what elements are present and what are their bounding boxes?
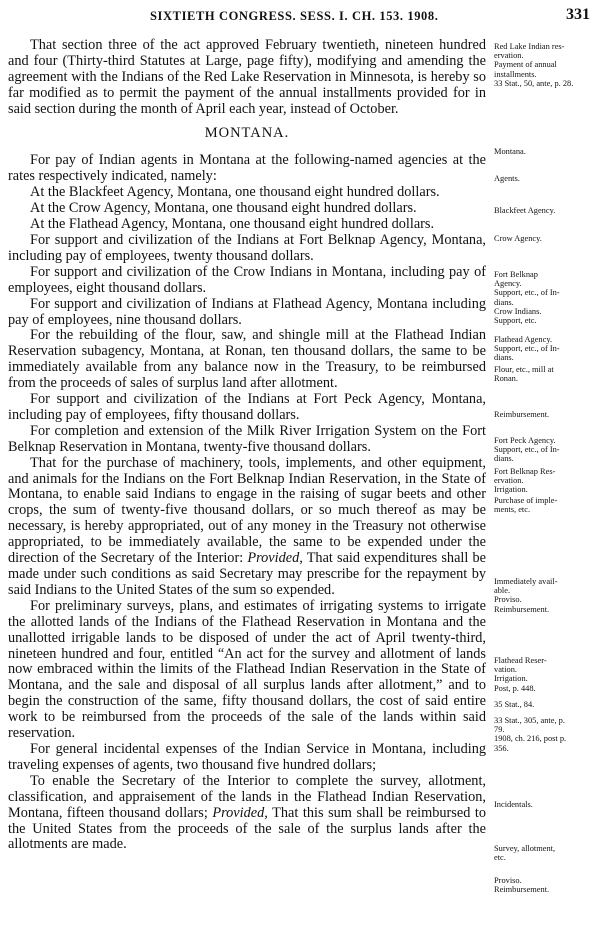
paragraph <box>8 201 486 217</box>
paragraph-text: For support and civilization of Indians at Flathead Agency, Montana including pay of employees, nine thousand dollars. <box>8 295 486 328</box>
margin-note <box>494 335 596 363</box>
margin-note <box>494 467 596 495</box>
proviso-word: Provided, <box>212 804 268 821</box>
margin-note-line: Payment of annual <box>494 60 557 70</box>
margin-note <box>494 844 596 862</box>
margin-note <box>494 436 596 464</box>
margin-note <box>494 800 596 809</box>
margin-note-line: Proviso. <box>494 595 522 605</box>
proviso-word: Provided, <box>247 550 303 567</box>
margin-note-line: vation. <box>494 665 518 675</box>
paragraph <box>8 217 486 233</box>
margin-note-line: Support, etc., of In- <box>494 445 560 455</box>
paragraph <box>8 233 486 265</box>
margin-note <box>494 410 596 419</box>
margin-note-line: Irrigation. <box>494 485 528 495</box>
margin-note <box>494 307 596 325</box>
paragraph-text: At the Flathead Agency, Montana, one thousand eight hundred dollars. <box>30 216 435 233</box>
margin-note-line: dians. <box>494 454 514 464</box>
paragraph-text-continued: That this sum shall be reimbursed to the United States from the proceeds of the sale of the surplus lands after the allotments are made. <box>8 804 487 853</box>
margin-note <box>494 147 596 156</box>
margin-note-line: 79. <box>494 725 505 735</box>
paragraph-text: That for the purchase of machinery, tools, implements, and other equipment, and animals for the Indians on the Fort Belknap Indian Reservation, in the State of Montana, to enable said Indians to engage in the raising of sugar beets and other crops, the sum of twenty-five thousand dollars, or so much thereof as may be necessary, is hereby appropriated, out of any money in the Treasury not otherwise appropriated, to be immediately available, the same to be expended under the direction of the Secretary of the Interior: <box>8 454 486 567</box>
margin-note <box>494 365 596 383</box>
paragraph-text: For support and civilization of the Crow Indians in Montana, including pay of employees, eight thousand dollars. <box>8 263 486 296</box>
margin-note-line: 33 Stat., 305, ante, p. <box>494 716 565 725</box>
paragraph <box>8 742 486 774</box>
margin-note <box>494 206 596 215</box>
paragraph <box>8 456 486 599</box>
paragraph <box>8 185 486 201</box>
margin-note-line: Flathead Agency. <box>494 335 553 344</box>
margin-note-line: Reimbursement. <box>494 410 550 419</box>
paragraph-text: At the Crow Agency, Montana, one thousand eight hundred dollars. <box>30 200 417 217</box>
margin-note-line: Flathead Reser- <box>494 656 547 665</box>
section-heading <box>8 126 486 142</box>
margin-note-line: Blackfeet Agency. <box>494 206 556 215</box>
margin-note-line: Support, etc., of In- <box>494 344 560 354</box>
margin-note-line: Agency. <box>494 279 522 289</box>
margin-note <box>494 234 596 243</box>
paragraph <box>8 38 486 118</box>
margin-note-line: dians. <box>494 353 514 363</box>
margin-note <box>494 876 596 894</box>
main-text <box>8 38 486 853</box>
paragraph-text: For pay of Indian agents in Montana at the following-named agencies at the rates respectively indicated, namely: <box>8 152 486 185</box>
margin-note-line: Fort Belknap Res- <box>494 467 556 476</box>
margin-note-line: Red Lake Indian res- <box>494 42 565 51</box>
margin-note-line: Support, etc., of In- <box>494 288 560 298</box>
margin-note <box>494 656 596 693</box>
margin-note-line: Reimbursement. <box>494 604 550 614</box>
margin-note-line: Survey, allotment, <box>494 844 556 853</box>
paragraph <box>8 297 486 329</box>
running-head: SIXTIETH CONGRESS. SESS. I. CH. 153. 1908. <box>150 9 439 23</box>
margin-note <box>494 577 596 614</box>
paragraph-text: For support and civilization of the Indians at Fort Belknap Agency, Montana, including pay of employees, twenty thousand dollars. <box>8 231 486 264</box>
paragraph-text: For completion and extension of the Milk River Irrigation System on the Fort Belknap Reservation in Montana, twenty-five thousand dollars. <box>8 422 486 455</box>
paragraph-text: To enable the Secretary of the Interior to complete the survey, allotment, classification, and appraisement of the lands in the Flathead Indian Reservation, Montana, fifteen thousand dollars; <box>8 772 486 821</box>
margin-note <box>494 270 596 307</box>
margin-note <box>494 42 596 88</box>
margin-note <box>494 174 596 183</box>
margin-note <box>494 700 596 709</box>
margin-note-line: dians. <box>494 297 514 307</box>
margin-note-line: Fort Belknap <box>494 270 538 279</box>
margin-note-line: etc. <box>494 853 506 863</box>
margin-note-line: Incidentals. <box>494 800 533 809</box>
paragraph-text: At the Blackfeet Agency, Montana, one thousand eight hundred dollars. <box>30 184 440 201</box>
margin-note-line: Flour, etc., mill at <box>494 365 554 374</box>
margin-note-line: Support, etc. <box>494 316 537 326</box>
margin-note-line: Reimbursement. <box>494 885 550 895</box>
paragraph-text: For general incidental expenses of the Indian Service in Montana, including traveling expenses of agents, two thousand five hundred dollars; <box>8 740 486 773</box>
margin-note-line: Irrigation. <box>494 674 528 684</box>
margin-note-line: 35 Stat., 84. <box>494 700 535 709</box>
margin-notes <box>494 0 596 928</box>
paragraph-text-continued: That said expenditures shall be made under such conditions as said Secretary may prescribe for the repayment by said Indians to the United States of the sum so expended. <box>8 550 486 598</box>
paragraph <box>8 265 486 297</box>
margin-note-line: ervation. <box>494 476 524 486</box>
paragraph-text: For the rebuilding of the flour, saw, and shingle mill at the Flathead Indian Reservation subagency, Montana, at Ronan, ten thousand dollars, the same to be immediately available from any balance now in the Treasury, to be reimbursed from the proceeds of sales of surplus land after allotment. <box>8 327 486 392</box>
paragraph-text: For preliminary surveys, plans, and estimates of irrigating systems to irrigate the allotted lands of the Indians of the Flathead Reservation in Montana and the unallotted irrigable lands to be disposed of under the act of April twenty-third, nineteen hundred and four, entitled “An act for the survey and allotment of lands now embraced within the limits of the Flathead Indian Reservation in the State of Montana, and the sale and disposal of all surplus lands after allotment,” and to begin the construction of the same, fifty thousand dollars, the cost of said entire work to be reimbursed from the proceeds of the sale of the lands within said reservation. <box>8 597 486 742</box>
paragraph-text: MONTANA. <box>204 124 290 141</box>
margin-note-line: Agents. <box>494 174 520 183</box>
paragraph <box>8 328 486 392</box>
margin-note-line: Proviso. <box>494 876 522 885</box>
paragraph-text: That section three of the act approved February twentieth, nineteen hundred and four (Thirty-third Statutes at Large, page fifty), modifying and amending the agreement with the Indians of the Red Lake Reservation in Minnesota, is hereby so far modified as to permit the payment of the annual installments provided for in said section during the month of April each year, instead of October. <box>8 37 486 117</box>
margin-note-line: Montana. <box>494 147 526 156</box>
margin-note-line: Fort Peck Agency. <box>494 436 556 445</box>
paragraph <box>8 774 486 854</box>
margin-note-line: 356. <box>494 743 509 753</box>
margin-note-line: Crow Indians. <box>494 307 542 316</box>
margin-note-line: Crow Agency. <box>494 234 542 243</box>
paragraph <box>8 392 486 424</box>
margin-note-line: able. <box>494 586 511 596</box>
margin-note-line: Immediately avail- <box>494 577 558 586</box>
margin-note-line: ments, etc. <box>494 505 531 515</box>
margin-note-line: installments. <box>494 69 537 79</box>
paragraph <box>8 599 486 742</box>
margin-note <box>494 716 596 753</box>
page-number: 331 <box>566 6 590 23</box>
margin-note-line: 33 Stat., 50, ante, p. 28. <box>494 78 574 88</box>
paragraph <box>8 153 486 185</box>
margin-note-line: 1908, ch. 216, post p. <box>494 734 567 744</box>
margin-note-line: ervation. <box>494 51 524 61</box>
margin-note-line: Ronan. <box>494 374 518 384</box>
margin-note-line: Purchase of imple- <box>494 496 558 505</box>
paragraph <box>8 424 486 456</box>
paragraph-text: For support and civilization of the Indians at Fort Peck Agency, Montana, including pay of employees, fifty thousand dollars. <box>8 391 486 423</box>
margin-note-line: Post, p. 448. <box>494 683 536 693</box>
margin-note <box>494 496 596 514</box>
